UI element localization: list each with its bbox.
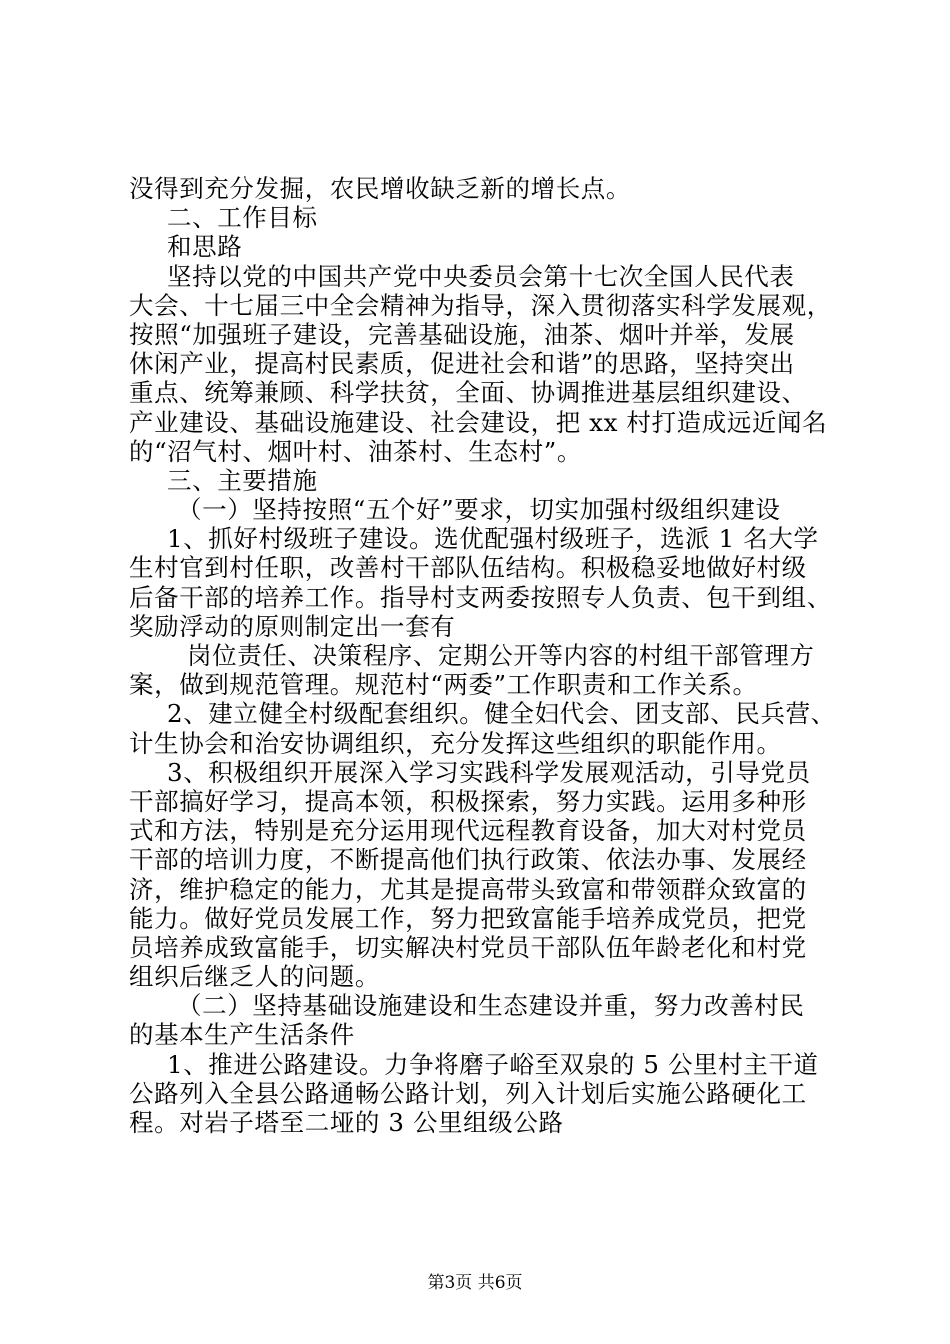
paragraph-line: 1、抓好村级班子建设。选优配强村级班子，选派 1 名大学	[167, 524, 819, 554]
paragraph-line: 组织后继乏人的问题。	[129, 962, 380, 992]
paragraph-line: 后备干部的培养工作。指导村支两委按照专人负责、包干到组、	[129, 582, 832, 612]
subsection-heading: （一）坚持按照“五个好”要求，切实加强村级组织建设	[177, 495, 781, 525]
paragraph-line: 休闲产业，提高村民素质，促进社会和谐”的思路，坚持突出	[129, 349, 795, 379]
paragraph-line: 济，维护稳定的能力，尤其是提高带头致富和带领群众致富的	[129, 874, 807, 904]
paragraph-line: 奖励浮动的原则制定出一套有	[129, 611, 456, 641]
paragraph-line: 案，做到规范管理。规范村“两委”工作职责和工作关系。	[129, 670, 758, 700]
section-heading: 二、工作目标	[167, 203, 318, 233]
paragraph-line: 干部的培训力度，不断提高他们执行政策、依法办事、发展经	[129, 845, 807, 875]
paragraph-line: 计生协会和治安协调组织，充分发挥这些组织的职能作用。	[129, 728, 782, 758]
paragraph-line: 重点、统筹兼顾、科学扶贫，全面、协调推进基层组织建设、	[129, 378, 807, 408]
document-body	[129, 174, 836, 1137]
section-heading: 三、主要措施	[167, 465, 318, 495]
subsection-heading: 的基本生产生活条件	[129, 1020, 355, 1050]
paragraph-line: 按照“加强班子建设，完善基础设施，油茶、烟叶并举，发展	[129, 319, 795, 349]
paragraph-line: 坚持以党的中国共产党中央委员会第十七次全国人民代表	[167, 261, 795, 291]
paragraph-line: 2、建立健全村级配套组织。健全妇代会、团支部、民兵营、	[167, 699, 836, 729]
text-line: 没得到充分发掘，农民增收缺乏新的增长点。	[129, 174, 631, 203]
paragraph-line: 3、积极组织开展深入学习实践科学发展观活动，引导党员	[167, 757, 811, 787]
page-number-footer: 第3页 共6页	[427, 1273, 523, 1293]
paragraph-line: 干部搞好学习，提高本领，积极探索，努力实践。运用多种形	[129, 786, 807, 816]
paragraph-line: 1、推进公路建设。力争将磨子峪至双泉的 5 公里村主干道	[167, 1049, 819, 1079]
paragraph-line: 产业建设、基础设施建设、社会建设，把 xx 村打造成远近闻名	[129, 407, 828, 437]
paragraph-line: 式和方法，特别是充分运用现代远程教育设备，加大对村党员	[129, 816, 807, 846]
paragraph-line: 的“沼气村、烟叶村、油茶村、生态村”。	[129, 436, 582, 466]
paragraph-line: 员培养成致富能手，切实解决村党员干部队伍年龄老化和村党	[129, 932, 807, 962]
paragraph-line: 公路列入全县公路通畅公路计划，列入计划后实施公路硬化工	[129, 1078, 807, 1108]
paragraph-line: 岗位责任、决策程序、定期公开等内容的村组干部管理方	[187, 641, 815, 670]
paragraph-line: 生村官到村任职，改善村干部队伍结构。积极稳妥地做好村级	[129, 553, 807, 583]
paragraph-line: 程。对岩子塔至二垭的 3 公里组级公路	[129, 1108, 564, 1137]
subsection-heading: （二）坚持基础设施建设和生态建设并重，努力改善村民	[177, 991, 805, 1021]
section-heading: 和思路	[167, 232, 243, 262]
paragraph-line: 能力。做好党员发展工作，努力把致富能手培养成党员，把党	[129, 903, 807, 933]
paragraph-line: 大会、十七届三中全会精神为指导，深入贯彻落实科学发展观，	[129, 290, 832, 320]
